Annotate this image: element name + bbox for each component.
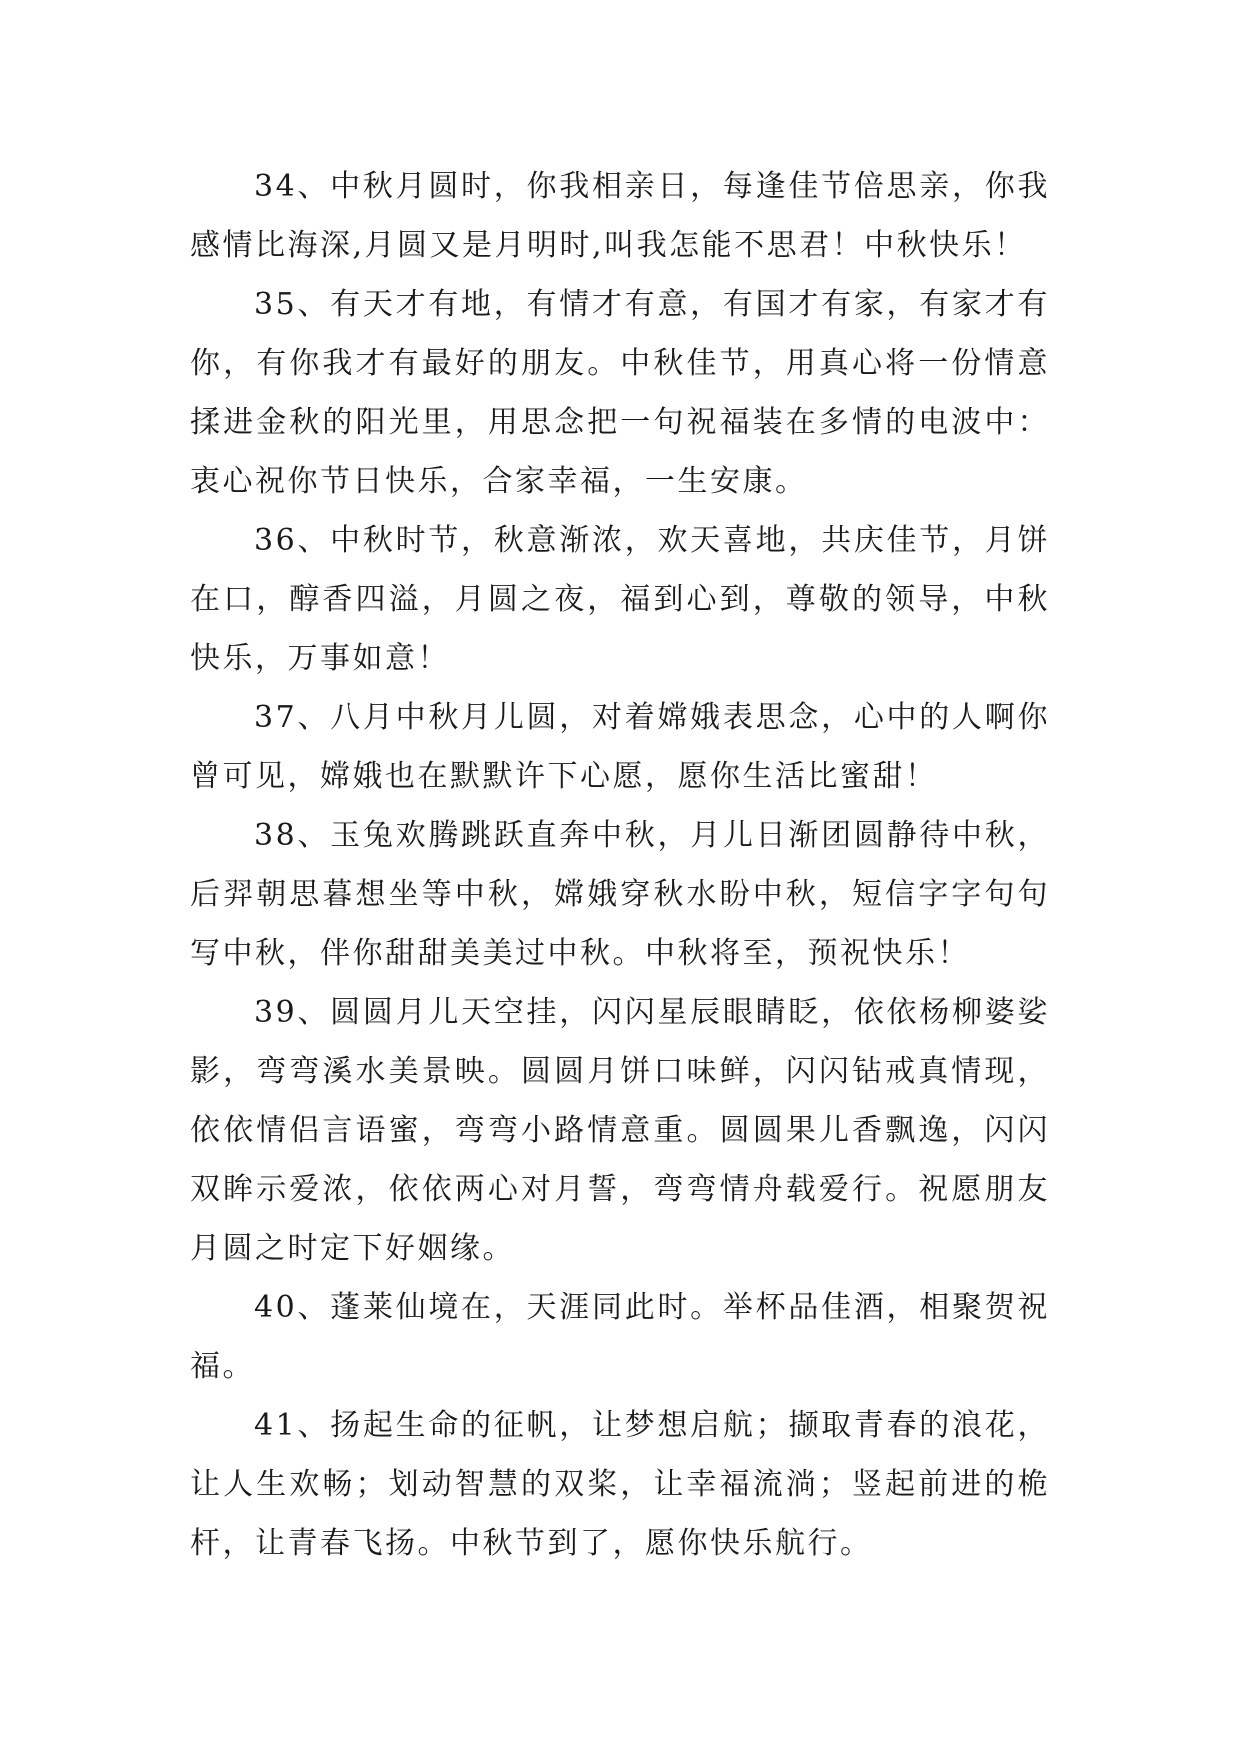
paragraph-37: 37、八月中秋月儿圆，对着嫦娥表思念，心中的人啊你曾可见，嫦娥也在默默许下心愿，愿你生活比蜜甜！ [190,700,1050,794]
paragraph-40: 40、蓬莱仙境在，天涯同此时。举杯品佳酒，相聚贺祝福。 [190,1290,1050,1384]
paragraph-34: 34、中秋月圆时，你我相亲日，每逢佳节倍思亲，你我感情比海深,月圆又是月明时,叫我怎能不思君！中秋快乐！ [190,169,1050,263]
paragraph-39: 39、圆圆月儿天空挂，闪闪星辰眼睛眨，依依杨柳婆娑影，弯弯溪水美景映。圆圆月饼口味鲜，闪闪钻戒真情现，依依情侣言语蜜，弯弯小路情意重。圆圆果儿香飘逸，闪闪双眸示爱浓，依依两心对月誓，弯弯情舟载爱行。祝愿朋友月圆之时定下好姻缘。 [190,995,1050,1266]
paragraph-35: 35、有天才有地，有情才有意，有国才有家，有家才有你，有你我才有最好的朋友。中秋佳节，用真心将一份情意揉进金秋的阳光里，用思念把一句祝福装在多情的电波中：衷心祝你节日快乐，合家幸福，一生安康。 [190,287,1050,499]
paragraph-38: 38、玉兔欢腾跳跃直奔中秋，月儿日渐团圆静待中秋，后羿朝思暮想坐等中秋，嫦娥穿秋水盼中秋，短信字字句句写中秋，伴你甜甜美美过中秋。中秋将至，预祝快乐！ [190,818,1050,971]
paragraph-41: 41、扬起生命的征帆，让梦想启航；撷取青春的浪花，让人生欢畅；划动智慧的双桨，让幸福流淌；竖起前进的桅杆，让青春飞扬。中秋节到了，愿你快乐航行。 [190,1408,1050,1561]
document-body [190,157,1050,1573]
paragraph-36: 36、中秋时节，秋意渐浓，欢天喜地，共庆佳节，月饼在口，醇香四溢，月圆之夜，福到心到，尊敬的领导，中秋快乐，万事如意！ [190,523,1050,676]
